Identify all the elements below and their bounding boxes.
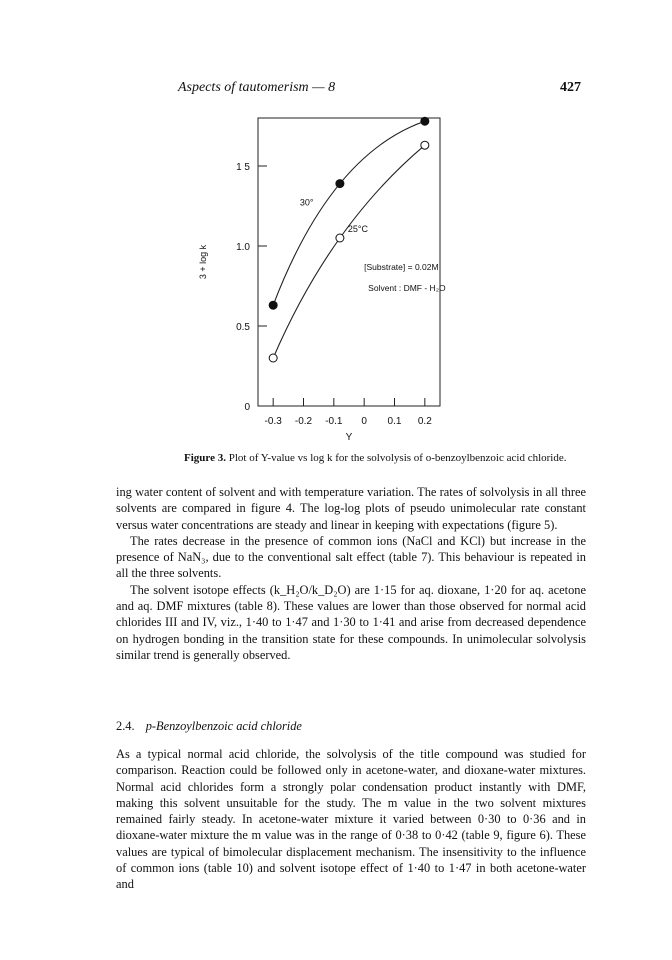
section-heading — [116, 719, 302, 734]
series-label: 25°C — [347, 224, 369, 234]
x-tick-label: 0.2 — [417, 416, 432, 427]
x-axis-label: Y — [345, 432, 353, 443]
section-title: p-Benzoylbenzoic acid chloride — [145, 719, 302, 733]
annotation-solvent: Solvent : DMF - H₂O — [368, 282, 446, 293]
paragraph-4: As a typical normal acid chloride, the solvolysis of the title compound was studied for comparison. Reaction could be followed only in acetone-water, and dioxane-water mixtures. Normal acid chlorides form a strongly polar condensation product instantly with DMF, making this solvent unsuitable for the study. The m value in the two solvent mixtures remained fairly steady. In acetone-water mixture it varied between 0·30 to 0·36 and in dioxane-water mixture the m value was in the range of 0·38 to 0·42 (table 9, figure 6). These values are typical of bimolecular displacement mechanism. The insensitivity to the influence of common ions (table 10) and solvent isotope effect of 1·40 to 1·47 in both acetone-water and — [116, 747, 586, 892]
paragraph-2: The rates decrease in the presence of common ions (NaCl and KCl) but increase in the presence of NaN₃, due to the conventional salt effect (table 7). This behaviour is repeated in all the three solvents. — [116, 533, 586, 581]
annotation-substrate: [Substrate] = 0.02M — [364, 262, 439, 272]
series-line — [273, 121, 425, 305]
data-point-open — [336, 234, 344, 242]
running-title: Aspects of tautomerism — 8 — [178, 80, 336, 95]
section-number: 2.4. — [116, 719, 135, 733]
figure-3-chart — [180, 104, 500, 444]
data-point-open — [269, 354, 277, 362]
x-tick-label: -0.1 — [325, 416, 343, 427]
y-tick-label: 1.0 — [236, 242, 250, 253]
x-tick-label: -0.3 — [264, 416, 282, 427]
data-point-open — [421, 141, 429, 149]
y-tick-label: 1 5 — [236, 162, 250, 173]
chart-labels — [198, 162, 446, 443]
data-point-filled — [336, 180, 344, 188]
data-point-filled — [269, 301, 277, 309]
y-axis-label: 3 + log k — [198, 244, 208, 280]
x-tick-label: -0.2 — [294, 416, 313, 427]
caption-label: Figure 3. — [184, 452, 226, 464]
y-tick-label: 0 — [244, 402, 250, 413]
figure-caption — [184, 451, 584, 465]
x-tick-label: 0 — [361, 416, 367, 427]
y-tick-label: 0.5 — [236, 322, 250, 333]
paragraph-3: The solvent isotope effects (k_H₂O/k_D₂O) are 1·15 for aq. dioxane, 1·20 for aq. acetone and aq. DMF mixtures (table 8). These values are lower than those observed for normal acid chlorides III and IV, viz., 1·40 to 1·47 and 1·30 to 1·41 and arise from decreased dependence on hydrogen bonding in the transition state for these compounds. In unimolecular solvolysis similar trend is generally observed. — [116, 582, 586, 662]
body-text-lower — [116, 746, 586, 893]
chart-markers — [269, 117, 429, 362]
chart-series — [273, 121, 425, 358]
page-number: 427 — [560, 80, 581, 95]
series-line — [273, 145, 425, 358]
caption-text: Plot of Y-value vs log k for the solvolysis of o-benzoylbenzoic acid chloride. — [228, 452, 567, 464]
body-text-upper — [116, 484, 586, 663]
x-tick-label: 0.1 — [387, 416, 402, 427]
paragraph-1: ing water content of solvent and with temperature variation. The rates of solvolysis in all three solvents are compared in figure 4. The log-log plots of pseudo unimolecular rate constant versus water concentrations are steady and linear in keeping with expectations (figure 5). — [116, 485, 586, 532]
data-point-filled — [421, 117, 429, 125]
series-label: 30° — [299, 197, 314, 208]
